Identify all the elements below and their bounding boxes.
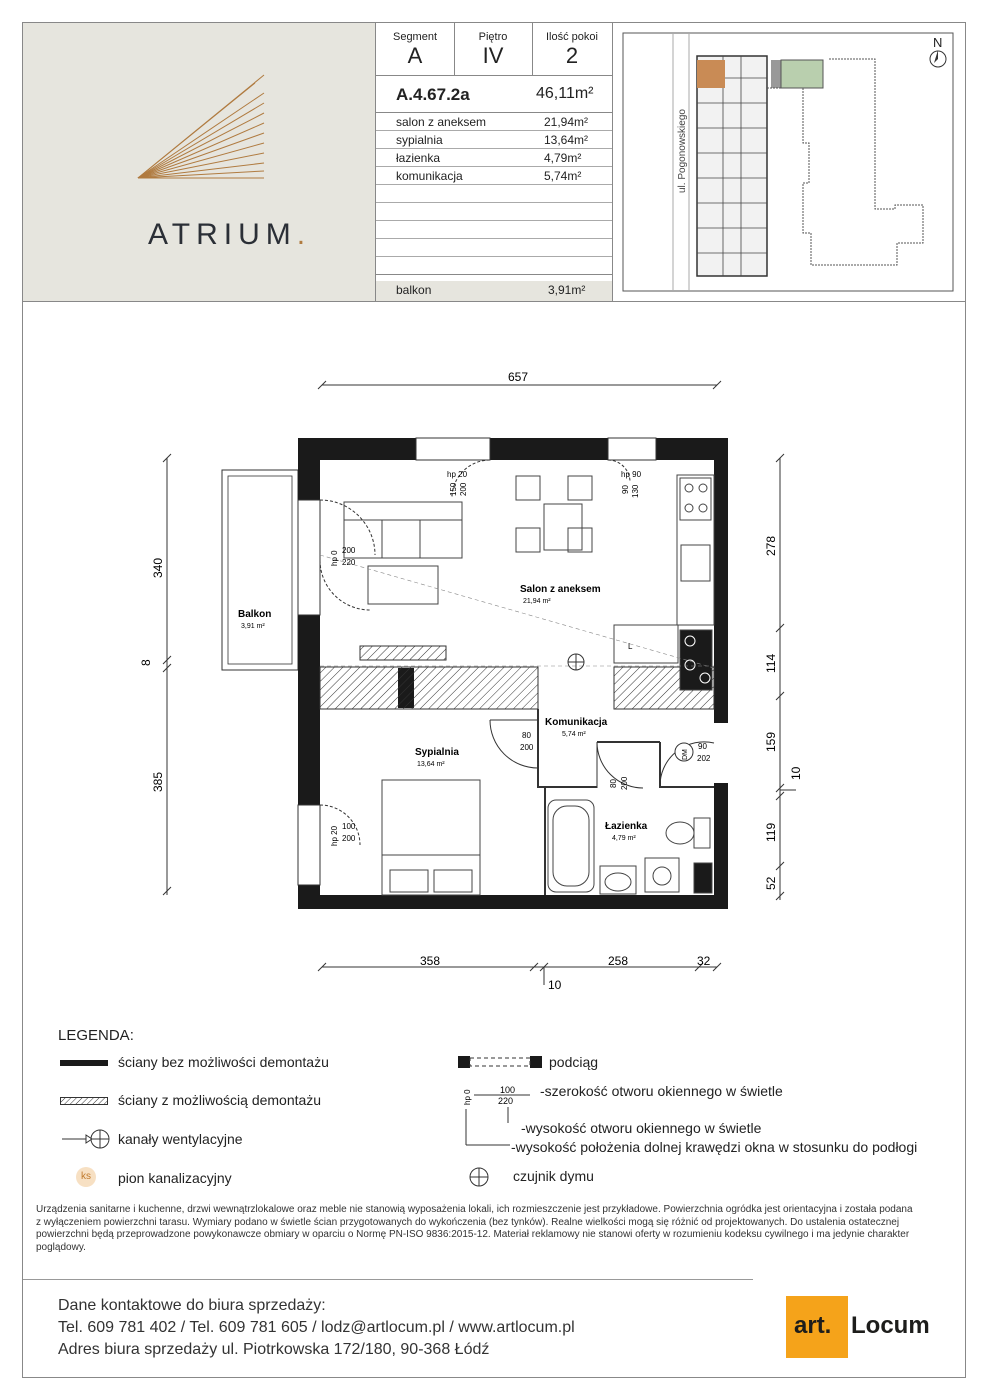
legend-sample-w: 100	[500, 1085, 516, 1095]
floor-cell	[454, 23, 533, 75]
dim-bottom-left: 358	[420, 954, 441, 968]
vent-icon	[62, 1128, 110, 1150]
empty-row	[376, 185, 612, 203]
door-bath-width: 80	[609, 779, 618, 788]
dim-right-3: 159	[764, 731, 778, 752]
contact-block	[58, 1295, 575, 1361]
room-area-sypialnia: 13,64 m²	[417, 761, 445, 768]
opening-bedroom-hp: hp 20	[330, 825, 339, 846]
dim-right-gap: 10	[789, 766, 803, 780]
legend-vent: kanały wentylacyjne	[118, 1131, 243, 1147]
segment-value: A	[407, 43, 423, 68]
opening-w2-hp: hp 90	[621, 470, 642, 479]
removable-wall	[320, 667, 538, 709]
artlocum-logo: art.	[786, 1296, 848, 1358]
windows	[298, 438, 656, 885]
floor-value: IV	[482, 43, 504, 68]
apartment-spec-table	[376, 23, 613, 302]
legend-win-height: -wysokość otworu okiennego w świetle	[521, 1120, 762, 1136]
garden-area	[781, 60, 823, 88]
door-dm-label: DM	[682, 749, 689, 760]
building-a	[697, 56, 767, 276]
legend-smoke: czujnik dymu	[513, 1168, 594, 1184]
opening-bedroom-height: 200	[342, 834, 356, 843]
north-label: N	[933, 35, 943, 50]
room-row: sypialnia 13,64m²	[376, 131, 612, 149]
beam	[360, 646, 446, 660]
brand-panel	[23, 23, 376, 302]
unit-id: A.4.67.2a	[396, 85, 470, 104]
door-dm-width: 90	[698, 742, 707, 751]
empty-row	[376, 221, 612, 239]
balcony-outline	[222, 470, 298, 670]
legend-fixed-wall-swatch	[60, 1060, 108, 1066]
footer-divider	[23, 1279, 753, 1280]
rooms-count-value: 2	[565, 43, 579, 68]
unit-row	[376, 75, 612, 113]
legend-removable-wall-swatch	[60, 1097, 108, 1105]
dining-table	[516, 476, 592, 552]
empty-row	[376, 203, 612, 221]
room-label-komunikacja: Komunikacja	[545, 717, 608, 728]
opening-w1-width: 150	[449, 482, 458, 496]
room-label-lazienka: Łazienka	[605, 821, 648, 832]
smoke-detector-icon	[568, 654, 584, 670]
legend-title: LEGENDA:	[58, 1027, 134, 1044]
dim-bottom-mid: 258	[608, 954, 629, 968]
rooms-count-cell	[532, 23, 612, 75]
dim-right-2: 114	[764, 653, 778, 673]
opening-balcony-width: 200	[342, 546, 356, 555]
contact-heading: Dane kontaktowe do biura sprzedaży:	[58, 1297, 326, 1314]
legend-beam: podciąg	[549, 1054, 599, 1070]
brand-name: ATRIUM.	[148, 218, 312, 251]
opening-w2-height: 130	[631, 484, 640, 498]
segment-label: Segment	[392, 31, 438, 43]
segment-cell	[376, 23, 455, 75]
room-row: komunikacja 5,74m²	[376, 167, 612, 185]
balcony-row: balkon 3,91m²	[376, 281, 612, 301]
kitchen-units	[614, 475, 714, 690]
fridge-label: L	[628, 642, 633, 651]
sewer-icon: ks	[76, 1167, 96, 1187]
opening-w1-hp: hp 20	[447, 470, 468, 479]
room-label-sypialnia: Sypialnia	[415, 747, 459, 758]
dim-right-4: 119	[764, 822, 778, 842]
legend-walls-fixed: ściany bez możliwości demontażu	[118, 1054, 329, 1070]
legend-walls-removable: ściany z możliwością demontażu	[118, 1092, 322, 1108]
contact-address: Adres biura sprzedaży ul. Piotrkowska 172/180, 90-368 Łódź	[58, 1341, 490, 1358]
empty-row	[376, 239, 612, 257]
dim-left-bottom: 385	[151, 771, 165, 792]
beam-swatch	[458, 1055, 548, 1069]
street-name: ul. Pogonowskiego	[677, 109, 688, 193]
opening-balcony-height: 220	[342, 558, 356, 567]
legend-sample-hp: hp 0	[463, 1089, 472, 1105]
opening-w2-width: 90	[621, 485, 630, 494]
artlocum-logo-text: Locum	[851, 1312, 930, 1339]
room-area-balkon: 3,91 m²	[241, 623, 265, 630]
dim-right-5: 52	[764, 876, 778, 890]
legend-win-sill: -wysokość położenia dolnej krawędzi okna w stosunku do podłogi	[511, 1139, 918, 1155]
door-bed-width: 80	[522, 731, 531, 740]
room-label-balkon: Balkon	[238, 609, 272, 620]
floor-plan	[0, 360, 989, 1020]
dim-right-1: 278	[764, 535, 778, 556]
room-row: salon z aneksem 21,94m²	[376, 113, 612, 131]
door-dm-height: 202	[697, 754, 711, 763]
room-area-komunikacja: 5,74 m²	[562, 731, 586, 738]
dim-top: 657	[508, 370, 529, 384]
empty-row	[376, 257, 612, 275]
dim-bottom-right: 32	[697, 954, 711, 968]
sofa	[344, 502, 462, 604]
disclaimer: Urządzenia sanitarne i kuchenne, drzwi wewnątrzlokalowe oraz meble nie stanowią wyposażenia lokali, ich rozmieszczenie jest przykładowe. Powierzchnia ogródka jest orientacyjna i została podana z wyłączeniem powierzchni tarasu. Wymiary podano w świetle ścian przygotowanych do wykończenia (bez tynków). Realne wielkości mogą się różnić od projektowanych. Do ustalenia ostatecznej powierzchni będą przeprowadzone powykonawcze obmiary w oparciu o Normę PN-ISO 9836:2015-12. Materiał reklamowy nie stanowi oferty w rozumieniu kodeksu cywilnego i ma jedynie charakter poglądowy.	[36, 1204, 913, 1253]
opening-balcony-hp: hp 0	[330, 550, 339, 566]
opening-w1-height: 200	[459, 482, 468, 496]
contact-phones-email: Tel. 609 781 402 / Tel. 609 781 605 / lodz@artlocum.pl / www.artlocum.pl	[58, 1319, 575, 1336]
door-bed-height: 200	[520, 743, 534, 752]
stair-core	[771, 60, 781, 88]
bed	[382, 780, 480, 895]
room-area-lazienka: 4,79 m²	[612, 835, 636, 842]
room-label-salon: Salon z aneksem	[520, 584, 601, 595]
smoke-detector-icon	[468, 1166, 490, 1188]
opening-bedroom-width: 100	[342, 822, 356, 831]
key-plan	[613, 23, 965, 302]
floor-label: Piętro	[478, 31, 508, 43]
room-area-salon: 21,94 m²	[523, 598, 551, 605]
bathroom-fixtures	[548, 800, 712, 894]
legend-sewer: pion kanalizacyjny	[118, 1170, 232, 1186]
rooms-count-label: Ilość pokoi	[546, 31, 598, 43]
highlighted-unit	[697, 60, 725, 88]
legend-win-width: -szerokość otworu okiennego w świetle	[540, 1083, 783, 1099]
brand-rays-logo	[23, 23, 375, 301]
unit-area: 46,11m²	[536, 85, 594, 102]
dim-left-mid: 8	[139, 659, 153, 666]
door-bath-height: 200	[620, 776, 629, 790]
legend-sample-h: 220	[498, 1096, 514, 1106]
dim-left-top: 340	[151, 557, 165, 578]
dim-bottom-gap: 10	[548, 978, 562, 992]
room-row: łazienka 4,79m²	[376, 149, 612, 167]
